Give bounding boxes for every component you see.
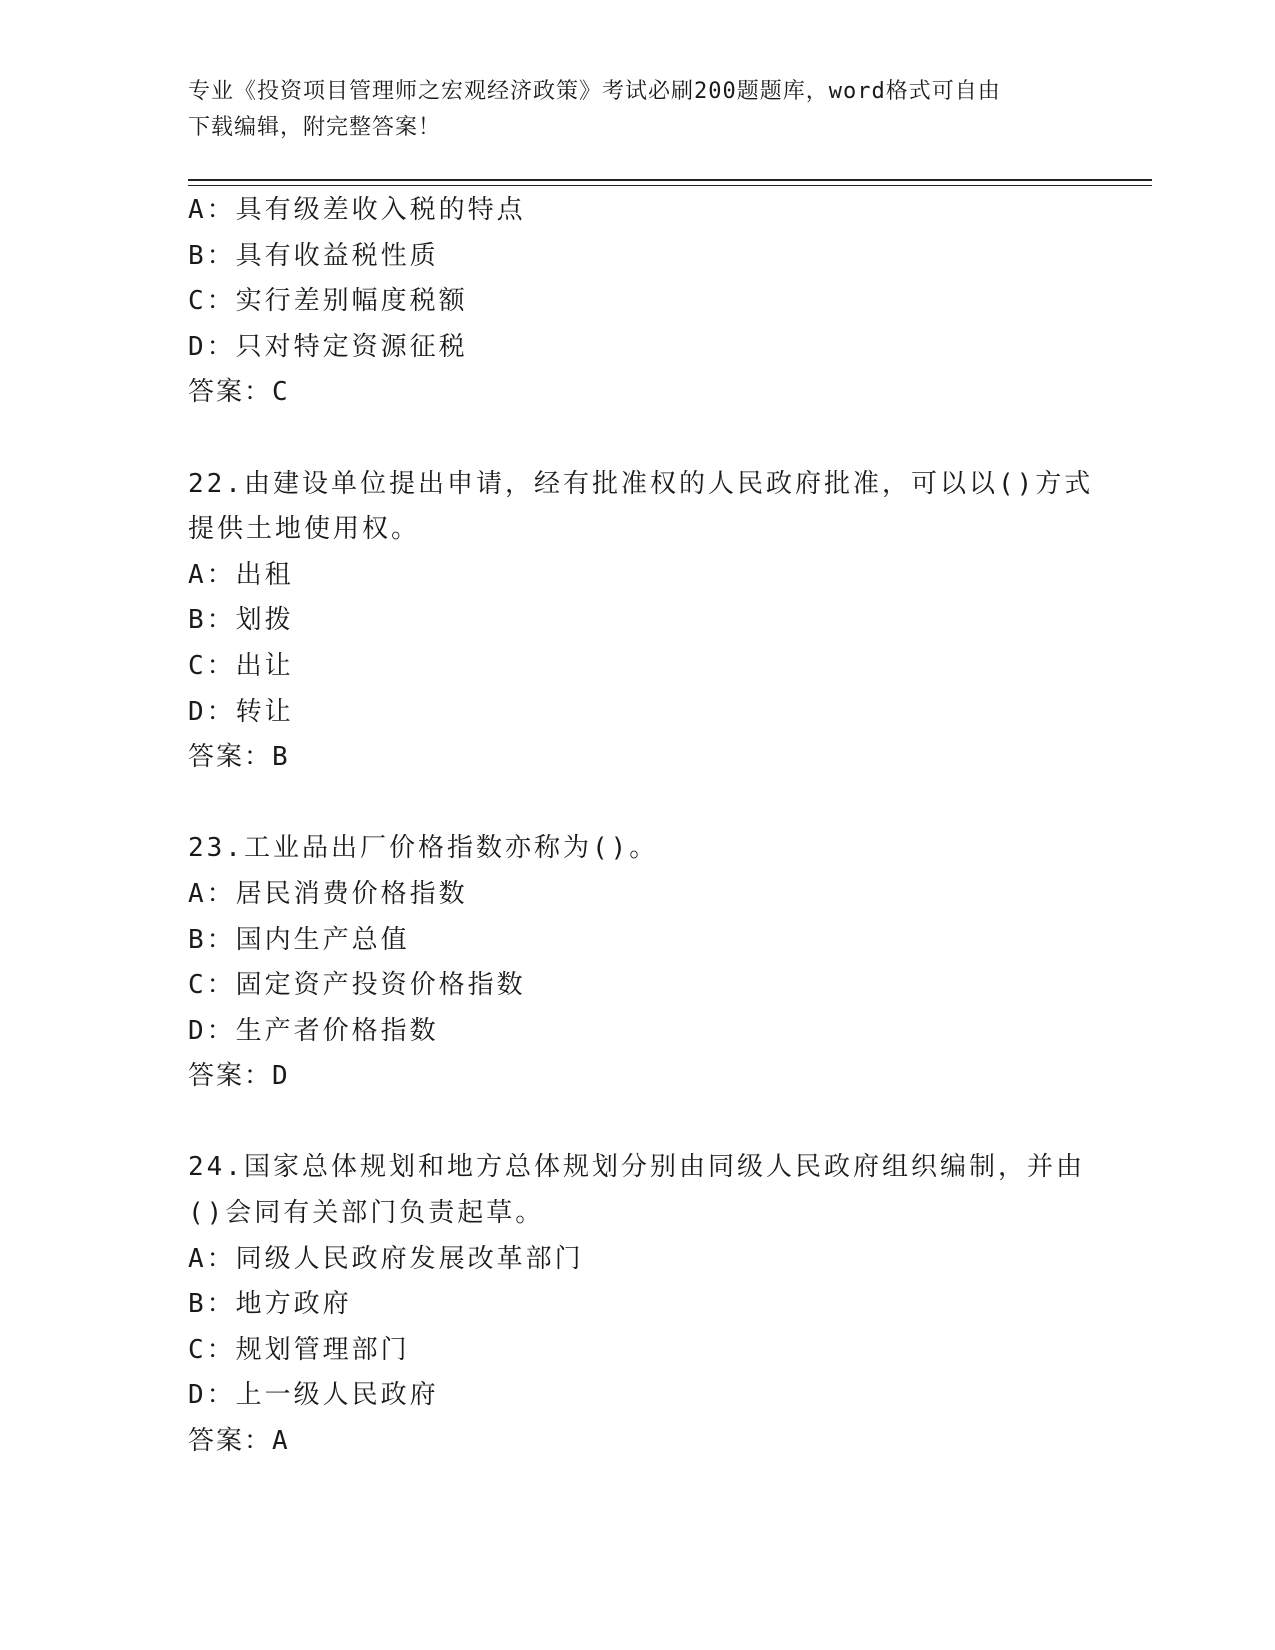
- question-stem-continued: 提供土地使用权。: [188, 514, 421, 545]
- option-a: A：居民消费价格指数: [188, 878, 468, 909]
- question-spacer: [188, 781, 1088, 827]
- answer: 答案：B: [188, 742, 290, 773]
- header-line-1: 专业《投资项目管理师之宏观经济政策》考试必刷200题题库，word格式可自由: [188, 79, 1001, 104]
- document-header: [188, 74, 1068, 146]
- question-21: [188, 188, 1088, 416]
- option-b: B：国内生产总值: [188, 924, 410, 955]
- option-c: C：固定资产投资价格指数: [188, 970, 526, 1001]
- question-spacer: [188, 1100, 1088, 1146]
- question-stem: 23.工业品出厂价格指数亦称为()。: [188, 833, 659, 864]
- header-divider-thin: [188, 185, 1152, 186]
- option-d: D：生产者价格指数: [188, 1015, 439, 1046]
- header-line-2: 下载编辑，附完整答案！: [188, 115, 442, 140]
- answer: 答案：D: [188, 1061, 290, 1092]
- option-a: A：具有级差收入税的特点: [188, 195, 526, 225]
- option-b: B：具有收益税性质: [188, 240, 439, 271]
- option-a: A：出租: [188, 559, 294, 590]
- question-stem: 24.国家总体规划和地方总体规划分别由同级人民政府组织编制，并由: [188, 1152, 1085, 1183]
- option-c: C：实行差别幅度税额: [188, 286, 468, 317]
- option-d: D：只对特定资源征税: [188, 331, 468, 362]
- question-stem: 22.由建设单位提出申请，经有批准权的人民政府批准，可以以()方式: [188, 468, 1094, 499]
- question-23: [188, 826, 1088, 1100]
- question-24: [188, 1145, 1088, 1464]
- option-d: D：转让: [188, 696, 294, 727]
- option-d: D：上一级人民政府: [188, 1380, 439, 1411]
- header-divider-thick: [188, 179, 1152, 181]
- option-a: A：同级人民政府发展改革部门: [188, 1243, 584, 1274]
- question-22: [188, 462, 1094, 781]
- answer: 答案：C: [188, 377, 290, 408]
- question-spacer: [188, 416, 1088, 462]
- question-list: [188, 188, 1094, 1465]
- option-c: C：规划管理部门: [188, 1334, 410, 1365]
- option-c: C：出让: [188, 650, 294, 681]
- option-b: B：地方政府: [188, 1289, 352, 1320]
- option-b: B：划拨: [188, 605, 294, 636]
- answer: 答案：A: [188, 1426, 290, 1457]
- question-stem-continued: ()会同有关部门负责起草。: [188, 1198, 545, 1229]
